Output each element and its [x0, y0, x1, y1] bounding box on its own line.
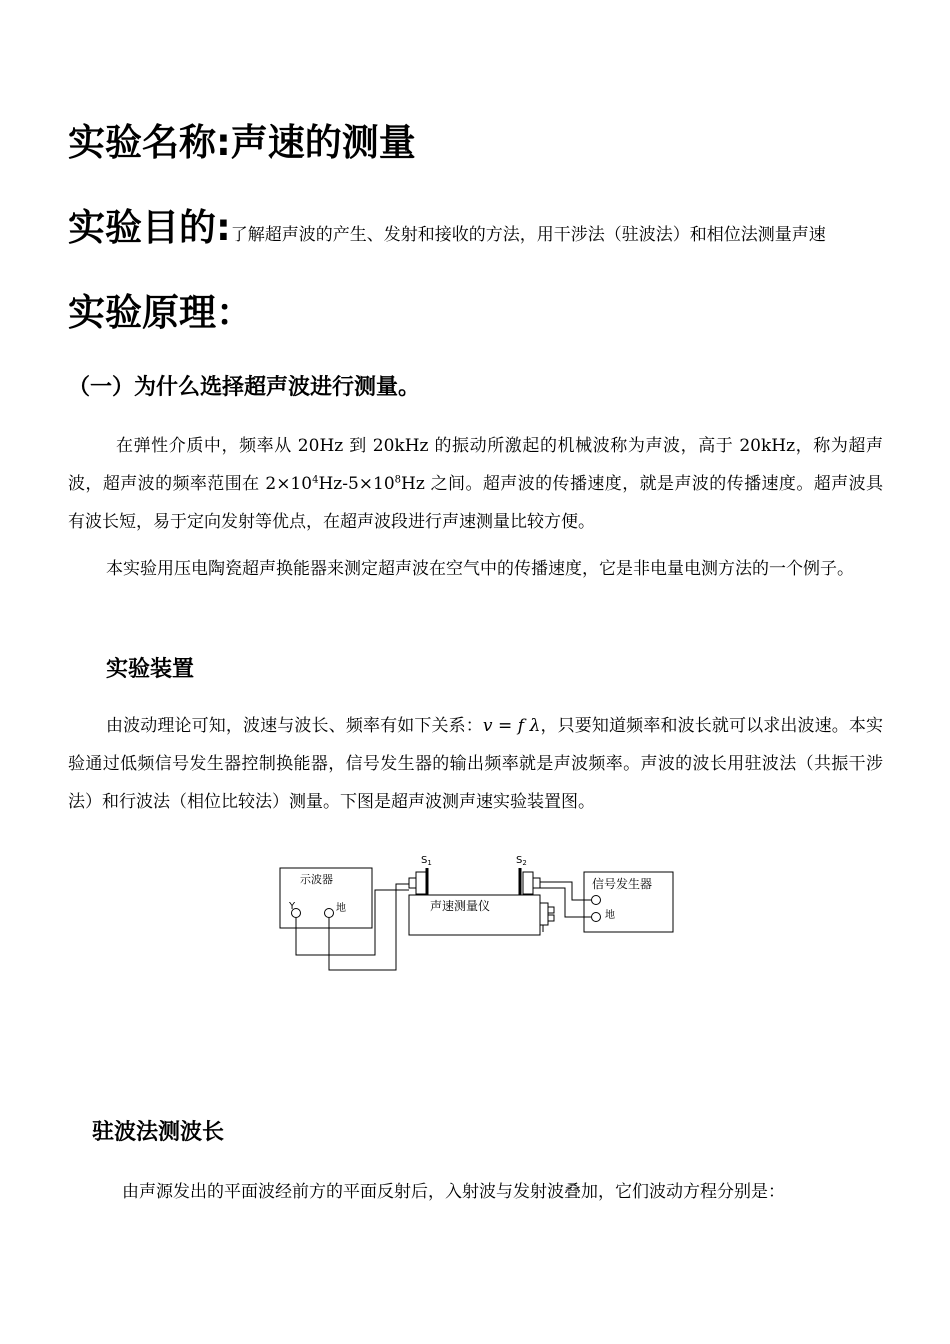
standing-wave-paragraph: 由声源发出的平面波经前方的平面反射后，入射波与发射波叠加，它们波动方程分别是：: [122, 1182, 785, 1202]
ground-terminal-right-icon: [592, 913, 601, 922]
wire-y-s1: [296, 890, 409, 955]
wave-formula: v = f λ: [482, 716, 541, 736]
ground-right-label: 地: [605, 910, 615, 921]
title-value: 声速的测量: [230, 121, 416, 164]
output-terminal-icon: [592, 896, 601, 905]
s1-transducer-icon: [416, 872, 426, 894]
s2-label: $S_2$: [516, 855, 527, 867]
generator-label: 信号发生器: [592, 877, 653, 891]
exponent-4: 4: [312, 474, 319, 486]
y-label: Y: [289, 901, 296, 912]
ground-terminal-left-icon: [325, 909, 334, 918]
meter-knob-icon: [540, 903, 548, 925]
standing-wave-heading: 驻波法测波长: [92, 1120, 225, 1145]
title-label: 实验名称:: [68, 121, 231, 164]
principle-heading: 实验原理：: [68, 291, 253, 334]
meter-label: 声速测量仪: [430, 899, 491, 913]
wire-ground-s1: [329, 884, 409, 970]
exponent-8: 8: [394, 474, 402, 486]
purpose-label: 实验目的:: [68, 206, 231, 249]
s1-label: $S_1$: [421, 855, 432, 867]
apparatus-heading: 实验装置: [106, 657, 195, 682]
s2-transducer-icon: [523, 872, 533, 894]
apparatus-paragraph: 由波动理论可知，波速与波长、频率有如下关系：v = f λ，只要知道频率和波长就可以求出波速。本实验通过低频信号发生器控制换能器，信号发生器的输出频率就是声波频率。声波的波长用驻波法（共振干涉法）和行波法（相位比较法）测量。下图是超声波测声速实验装置图。: [68, 716, 884, 812]
section1-heading: （一）为什么选择超声波进行测量。: [68, 375, 421, 400]
ground-left-label: 地: [336, 903, 346, 914]
purpose-text: 了解超声波的产生、发射和接收的方法，用干涉法（驻波法）和相位法测量声速: [230, 225, 826, 245]
s1-mount-icon: [409, 878, 416, 888]
section1-paragraph-2: 本实验用压电陶瓷超声换能器来测定超声波在空气中的传播速度，它是非电量电测方法的一个例子。: [106, 559, 854, 579]
oscilloscope-label: 示波器: [300, 873, 333, 886]
section1-paragraph-1: 在弹性介质中，频率从 20Hz 到 20kHz 的振动所激起的机械波称为声波，高于 20kHz，称为超声波，超声波的频率范围在 $2\times 10^4Hz-5\times 10^8Hz$ 之间。超声波的传播速度，就是声波的传播速度。超声波具有波长短，易于定向发射等优点，在超声波段进行声速测量比较方便。: [68, 436, 883, 532]
s2-mount-icon: [533, 878, 540, 888]
